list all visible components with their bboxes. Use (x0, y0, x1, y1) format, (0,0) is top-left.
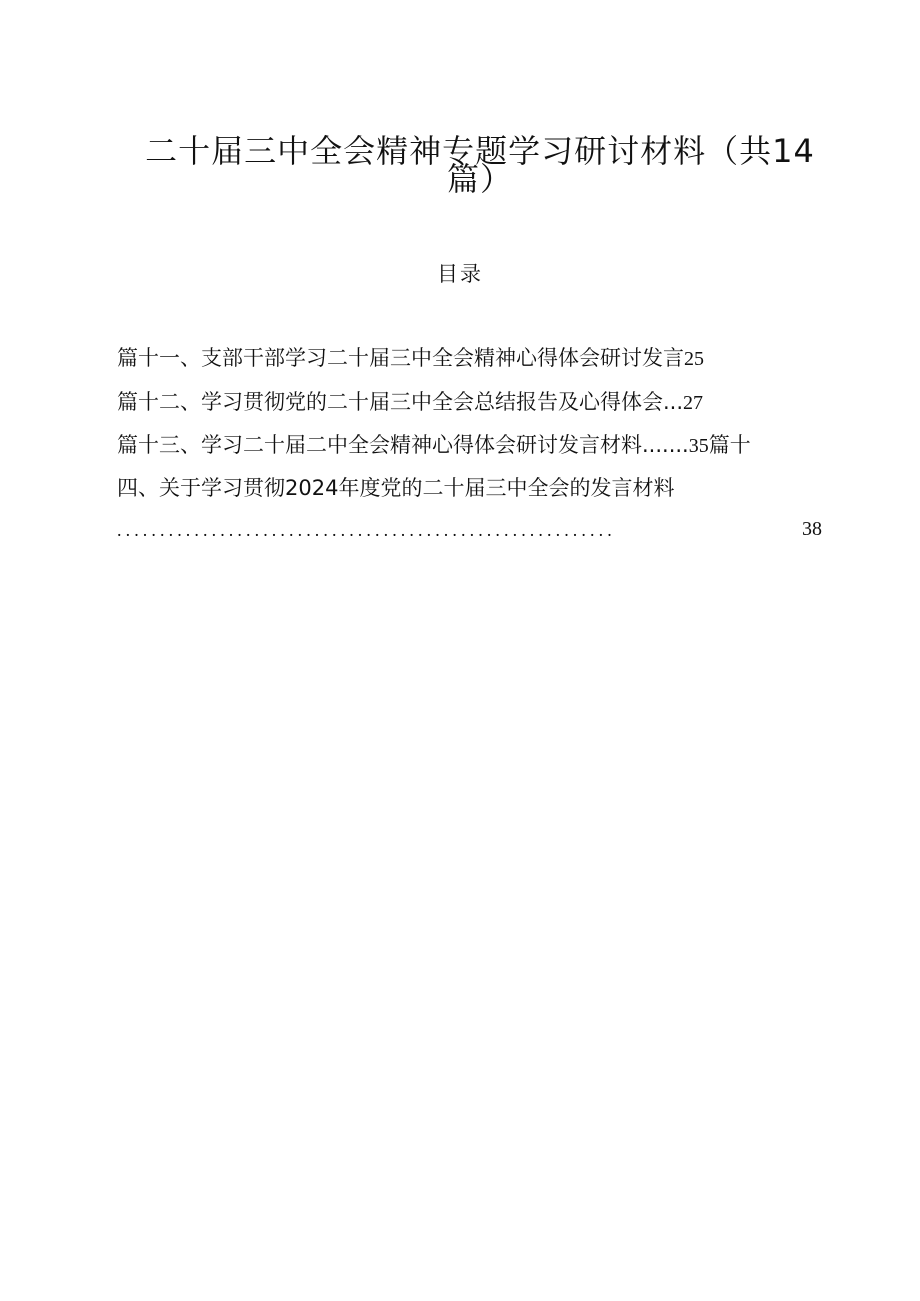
toc-leader-dots: .......................................................... (117, 520, 616, 540)
toc-heading: 目录 (437, 262, 483, 286)
toc-entry-13[interactable] (117, 430, 751, 461)
toc-entry-14[interactable] (117, 473, 674, 503)
toc-entry-text: 篇十二、学习贯彻党的二十届三中全会总结报告及心得体会... (117, 390, 684, 414)
toc-entry-text: 四、关于学习贯彻2024年度党的二十届三中全会的发言材料 (117, 476, 675, 500)
title-text-continued: 篇） (446, 160, 513, 198)
title-text: 二十届三中全会精神专题学习研讨材料（共14 (145, 132, 815, 170)
toc-entry-11[interactable] (117, 343, 704, 374)
toc-entry-page: 27 (683, 392, 704, 414)
toc-entry-page: 25 (684, 348, 704, 370)
toc-entry-text-continued: 篇十 (708, 433, 751, 457)
toc-entry-text: 篇十三、学习二十届二中全会精神心得体会研讨发言材料....... (117, 433, 689, 457)
toc-entry-text: 篇十一、支部干部学习二十届三中全会精神心得体会研讨发言 (117, 346, 684, 370)
toc-entry-page: 35 (688, 435, 709, 457)
toc-entry-12[interactable] (117, 387, 703, 418)
toc-leader-line (117, 514, 822, 545)
document-title-line2 (120, 160, 840, 198)
toc-entry-page: 38 (802, 518, 822, 540)
